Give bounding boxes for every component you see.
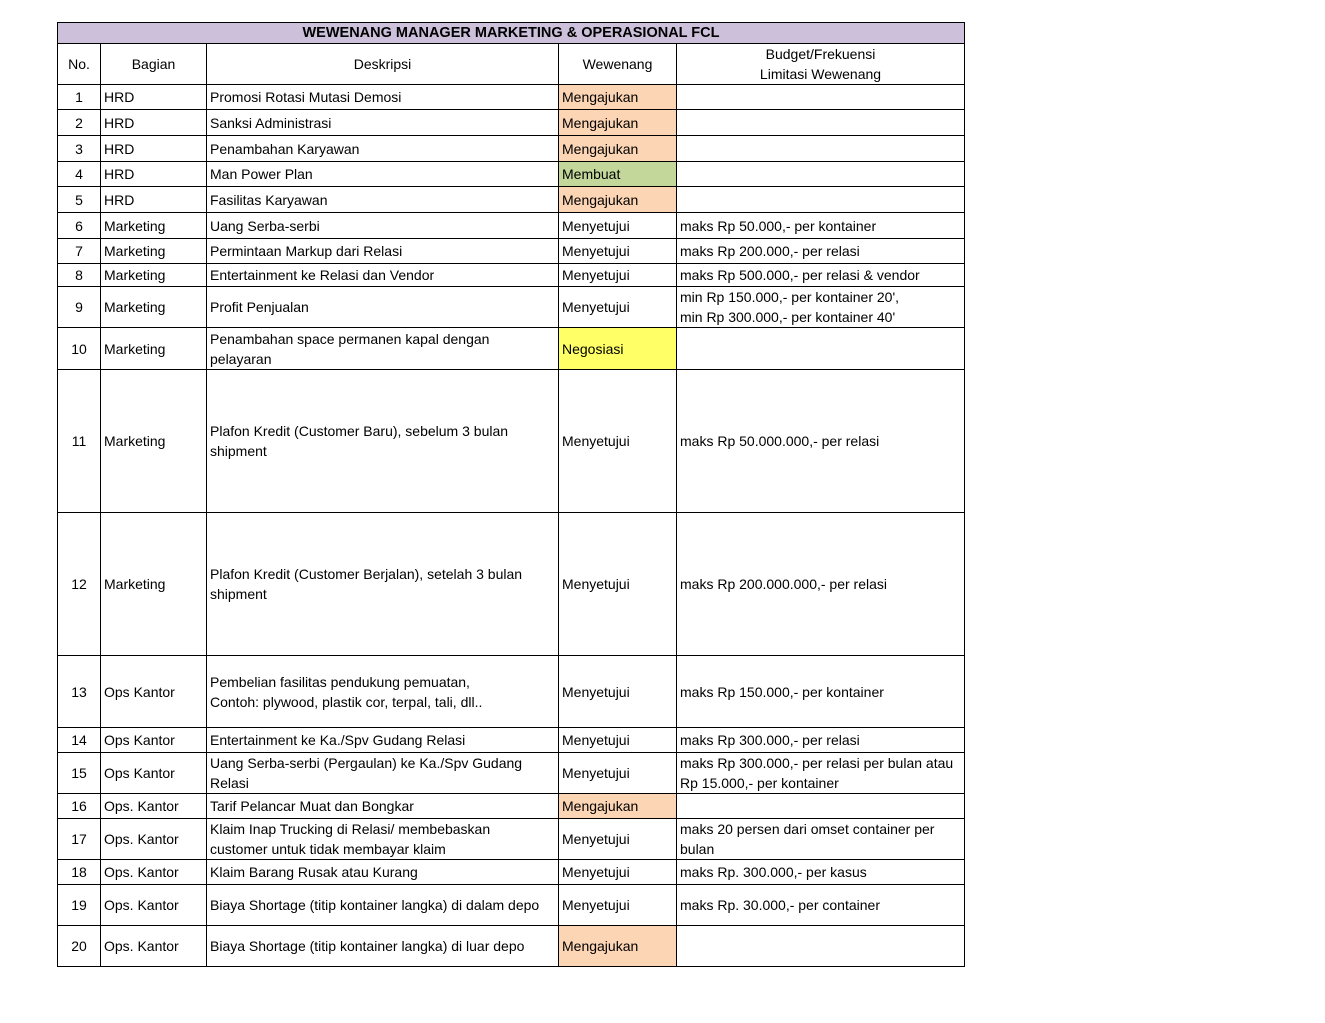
table-row	[58, 239, 965, 264]
row-budget-line: maks Rp 300.000,- per relasi per bulan atau	[680, 755, 954, 771]
row-bagian: HRD	[101, 162, 207, 187]
row-deskripsi	[207, 239, 559, 264]
row-deskripsi	[207, 287, 559, 328]
row-budget-line: maks Rp. 300.000,- per kasus	[680, 864, 867, 880]
row-budget-line: maks 20 persen dari omset container per	[680, 821, 935, 837]
row-no: 1	[58, 85, 101, 110]
row-budget-line: maks Rp 200.000.000,- per relasi	[680, 576, 887, 592]
row-budget	[677, 926, 965, 967]
row-budget	[677, 213, 965, 239]
row-deskripsi	[207, 656, 559, 728]
header-deskripsi: Deskripsi	[207, 44, 559, 85]
row-bagian: Marketing	[101, 370, 207, 513]
row-budget	[677, 794, 965, 819]
row-deskripsi-line: Man Power Plan	[210, 166, 313, 182]
row-wewenang: Menyetujui	[559, 656, 677, 728]
row-wewenang: Mengajukan	[559, 110, 677, 136]
table-row	[58, 513, 965, 656]
row-no: 6	[58, 213, 101, 239]
table-row	[58, 287, 965, 328]
row-deskripsi	[207, 860, 559, 885]
table-row	[58, 753, 965, 794]
row-deskripsi	[207, 513, 559, 656]
header-budget-line1: Budget/Frekuensi	[765, 46, 876, 62]
row-wewenang: Menyetujui	[559, 239, 677, 264]
row-budget-line: bulan	[680, 841, 715, 857]
row-wewenang: Negosiasi	[559, 328, 677, 370]
row-deskripsi-line: Contoh: plywood, plastik cor, terpal, tali, dll..	[210, 693, 483, 710]
row-budget-line: min Rp 150.000,- per kontainer 20',	[680, 289, 900, 305]
table-row	[58, 656, 965, 728]
row-no: 7	[58, 239, 101, 264]
row-deskripsi-line: Uang Serba-serbi (Pergaulan) ke Ka./Spv Gudang	[210, 755, 523, 771]
row-deskripsi	[207, 753, 559, 794]
table-title-row	[58, 23, 965, 44]
row-no: 11	[58, 370, 101, 513]
row-no: 16	[58, 794, 101, 819]
row-bagian: Ops Kantor	[101, 753, 207, 794]
row-budget-line: maks Rp 500.000,- per relasi & vendor	[680, 267, 920, 283]
row-no: 2	[58, 110, 101, 136]
row-bagian: HRD	[101, 136, 207, 162]
row-deskripsi	[207, 85, 559, 110]
row-bagian: Marketing	[101, 513, 207, 656]
table-body	[58, 85, 965, 967]
table-row	[58, 162, 965, 187]
row-budget	[677, 753, 965, 794]
row-no: 12	[58, 513, 101, 656]
row-bagian: Marketing	[101, 264, 207, 287]
row-wewenang: Mengajukan	[559, 85, 677, 110]
row-bagian: Ops. Kantor	[101, 860, 207, 885]
row-deskripsi-line: Fasilitas Karyawan	[210, 191, 328, 208]
row-budget	[677, 728, 965, 753]
table-row	[58, 187, 965, 213]
row-wewenang: Menyetujui	[559, 264, 677, 287]
header-wewenang: Wewenang	[559, 44, 677, 85]
row-bagian: Ops. Kantor	[101, 819, 207, 860]
row-deskripsi	[207, 328, 559, 370]
row-bagian: Marketing	[101, 287, 207, 328]
table-row	[58, 860, 965, 885]
row-deskripsi	[207, 162, 559, 187]
row-wewenang: Menyetujui	[559, 753, 677, 794]
table-row	[58, 328, 965, 370]
row-budget	[677, 513, 965, 656]
row-bagian: Ops Kantor	[101, 728, 207, 753]
row-deskripsi-line: Biaya Shortage (titip kontainer langka) di dalam depo	[210, 897, 540, 913]
row-deskripsi	[207, 264, 559, 287]
table-row	[58, 794, 965, 819]
row-no: 10	[58, 328, 101, 370]
row-budget	[677, 110, 965, 136]
row-no: 20	[58, 926, 101, 967]
row-wewenang: Menyetujui	[559, 819, 677, 860]
row-bagian: Ops Kantor	[101, 656, 207, 728]
row-deskripsi-line: Klaim Barang Rusak atau Kurang	[210, 864, 418, 880]
row-deskripsi	[207, 110, 559, 136]
row-deskripsi-line: Profit Penjualan	[210, 299, 309, 315]
row-deskripsi-line: Plafon Kredit (Customer Berjalan), setelah 3 bulan	[210, 566, 523, 582]
table-row	[58, 885, 965, 926]
row-deskripsi-line: Uang Serba-serbi	[210, 217, 320, 234]
row-deskripsi-line: Sanksi Administrasi	[210, 114, 332, 131]
table-row	[58, 85, 965, 110]
row-budget	[677, 136, 965, 162]
row-budget-line: maks Rp 50.000,- per kontainer	[680, 217, 877, 234]
row-wewenang: Menyetujui	[559, 213, 677, 239]
row-wewenang: Membuat	[559, 162, 677, 187]
row-wewenang: Mengajukan	[559, 136, 677, 162]
row-budget-line: min Rp 300.000,- per kontainer 40'	[680, 309, 896, 325]
row-deskripsi-line: Biaya Shortage (titip kontainer langka) di luar depo	[210, 938, 525, 954]
row-budget	[677, 370, 965, 513]
row-bagian: HRD	[101, 110, 207, 136]
row-deskripsi	[207, 370, 559, 513]
row-wewenang: Menyetujui	[559, 513, 677, 656]
row-deskripsi-line: Plafon Kredit (Customer Baru), sebelum 3 bulan	[210, 423, 509, 439]
row-wewenang: Mengajukan	[559, 794, 677, 819]
row-no: 13	[58, 656, 101, 728]
row-budget-line: maks Rp 200.000,- per relasi	[680, 243, 860, 259]
row-bagian: Ops. Kantor	[101, 926, 207, 967]
row-deskripsi-line: pelayaran	[210, 350, 272, 367]
table-row	[58, 728, 965, 753]
table-row	[58, 264, 965, 287]
row-deskripsi-line: Pembelian fasilitas pendukung pemuatan,	[210, 673, 470, 690]
row-budget	[677, 162, 965, 187]
table-row	[58, 819, 965, 860]
row-wewenang: Menyetujui	[559, 860, 677, 885]
row-deskripsi	[207, 819, 559, 860]
row-no: 19	[58, 885, 101, 926]
row-deskripsi-line: Promosi Rotasi Mutasi Demosi	[210, 89, 402, 105]
row-bagian: Marketing	[101, 239, 207, 264]
row-no: 5	[58, 187, 101, 213]
header-no: No.	[58, 44, 101, 85]
row-budget	[677, 819, 965, 860]
row-bagian: Ops. Kantor	[101, 794, 207, 819]
table-row	[58, 136, 965, 162]
table-row	[58, 110, 965, 136]
row-budget	[677, 328, 965, 370]
table-row	[58, 926, 965, 967]
header-row	[58, 44, 965, 85]
row-deskripsi-line: Permintaan Markup dari Relasi	[210, 243, 403, 259]
row-no: 15	[58, 753, 101, 794]
row-budget	[677, 885, 965, 926]
row-deskripsi-line: Klaim Inap Trucking di Relasi/ membebaskan	[210, 821, 491, 837]
row-no: 3	[58, 136, 101, 162]
row-budget	[677, 239, 965, 264]
row-no: 14	[58, 728, 101, 753]
row-budget-line: Rp 15.000,- per kontainer	[680, 775, 839, 791]
row-budget-line: maks Rp 300.000,- per relasi	[680, 732, 860, 748]
row-deskripsi-line: Tarif Pelancar Muat dan Bongkar	[210, 798, 414, 814]
authority-table	[57, 22, 965, 967]
header-budget-line2: Limitasi Wewenang	[759, 66, 882, 82]
row-deskripsi	[207, 213, 559, 239]
row-bagian: Marketing	[101, 213, 207, 239]
row-no: 8	[58, 264, 101, 287]
row-no: 17	[58, 819, 101, 860]
row-no: 9	[58, 287, 101, 328]
row-deskripsi-line: Entertainment ke Relasi dan Vendor	[210, 267, 435, 283]
row-bagian: HRD	[101, 187, 207, 213]
header-budget	[677, 44, 965, 85]
row-wewenang: Menyetujui	[559, 287, 677, 328]
row-budget	[677, 85, 965, 110]
row-deskripsi	[207, 728, 559, 753]
row-budget-line: maks Rp 50.000.000,- per relasi	[680, 433, 880, 449]
row-bagian: Ops. Kantor	[101, 885, 207, 926]
row-budget	[677, 287, 965, 328]
row-budget	[677, 187, 965, 213]
row-wewenang: Mengajukan	[559, 187, 677, 213]
row-budget	[677, 860, 965, 885]
row-deskripsi	[207, 187, 559, 213]
row-budget-line: maks Rp 150.000,- per kontainer	[680, 683, 884, 700]
row-deskripsi	[207, 885, 559, 926]
row-deskripsi-line: shipment	[210, 586, 267, 602]
table-title: WEWENANG MANAGER MARKETING & OPERASIONAL FCL	[58, 23, 965, 44]
row-deskripsi-line: Penambahan Karyawan	[210, 140, 360, 157]
row-wewenang: Menyetujui	[559, 885, 677, 926]
row-deskripsi-line: shipment	[210, 443, 267, 459]
row-deskripsi-line: customer untuk tidak membayar klaim	[210, 841, 446, 857]
table-row	[58, 370, 965, 513]
row-bagian: HRD	[101, 85, 207, 110]
row-no: 18	[58, 860, 101, 885]
row-deskripsi-line: Relasi	[210, 775, 249, 791]
row-budget-line: maks Rp. 30.000,- per container	[680, 897, 880, 913]
table-row	[58, 213, 965, 239]
row-no: 4	[58, 162, 101, 187]
row-deskripsi	[207, 136, 559, 162]
row-wewenang: Mengajukan	[559, 926, 677, 967]
row-wewenang: Menyetujui	[559, 370, 677, 513]
row-deskripsi	[207, 926, 559, 967]
header-bagian: Bagian	[101, 44, 207, 85]
row-deskripsi-line: Penambahan space permanen kapal dengan	[210, 330, 490, 347]
row-budget	[677, 656, 965, 728]
row-deskripsi-line: Entertainment ke Ka./Spv Gudang Relasi	[210, 732, 466, 748]
row-wewenang: Menyetujui	[559, 728, 677, 753]
row-bagian: Marketing	[101, 328, 207, 370]
row-budget	[677, 264, 965, 287]
row-deskripsi	[207, 794, 559, 819]
